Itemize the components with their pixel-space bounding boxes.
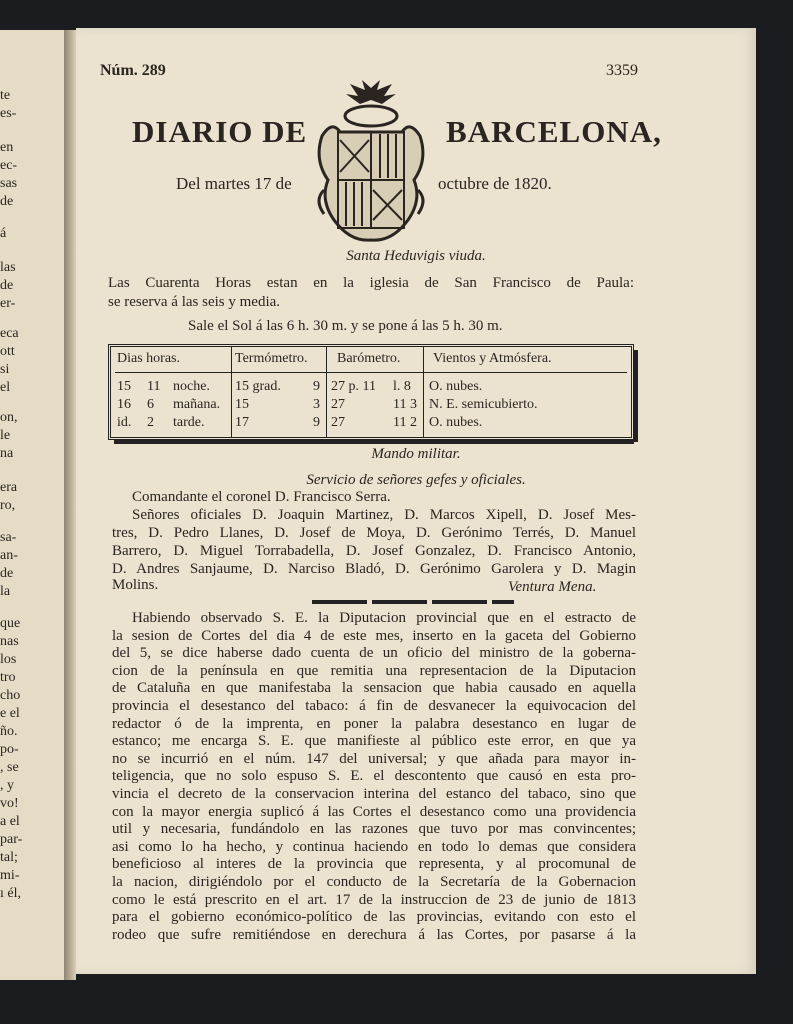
weather-period: tarde. — [173, 415, 205, 430]
saint-of-the-day: Santa Heduvigis viuda. — [346, 248, 486, 264]
left-page-fragment: ott — [0, 344, 15, 359]
left-page-fragment: de — [0, 194, 14, 209]
left-page-fragment: tal; — [0, 850, 18, 865]
weather-thermo: 15 grad. — [235, 379, 281, 394]
article-line: como le está prescrito en el art. 17 de la instruccion de 23 de junio de 1813 — [112, 891, 636, 908]
weather-bar-in: 27 — [331, 415, 345, 430]
weather-thermo: 17 — [235, 415, 249, 430]
masthead-right: BARCELONA, — [446, 114, 662, 149]
article-line: provincia el desestanco del tabaco: á fin de desvanecer la equivocacion del — [112, 698, 636, 714]
left-page-fragment: on, — [0, 410, 18, 425]
left-page-fragment: ño. — [0, 724, 18, 739]
left-page-fragment: te — [0, 88, 11, 103]
military-subheading: Servicio de señores gefes y oficiales. — [306, 472, 526, 488]
weather-period: mañana. — [173, 397, 221, 412]
left-page-fragment: si — [0, 362, 10, 377]
article-line: vincia el decreto de la conservacion interina del estanco del tabaco, sino que — [112, 786, 636, 802]
article-line: estanco; me encarga S. E. que manifieste al público este error, en que ya — [112, 733, 636, 750]
date-left: Del martes 17 de — [176, 174, 292, 193]
weather-thermo-min: 9 — [313, 415, 320, 430]
weather-wind: O. nubes. — [429, 379, 483, 394]
left-page-fragment: er- — [0, 296, 16, 311]
left-page-fragment: a el — [0, 814, 20, 829]
left-page-fragment: vo! — [0, 796, 19, 811]
article-line: Habiendo observado S. E. la Diputacion provincial que en el estracto de — [132, 610, 636, 626]
article-line: del 5, se dice haberse dado cuenta de un oficio del ministro de la goberna- — [112, 645, 636, 662]
sun-times: Sale el Sol á las 6 h. 30 m. y se pone á las 5 h. 30 m. — [188, 318, 503, 334]
weather-wind: O. nubes. — [429, 415, 483, 430]
article-line: util y necesaria, fundándolo en las razones que tuvo por mas convincentes; — [112, 821, 636, 838]
left-page-fragment: na — [0, 446, 14, 461]
issue-number: Núm. 289 — [100, 62, 166, 79]
weather-header-barometer: Barómetro. — [337, 351, 401, 366]
coat-of-arms-crest-icon — [310, 80, 432, 246]
article-line: no se incurrió en el núm. 147 del universal; y que añada para mayor in- — [112, 750, 636, 767]
weather-table — [108, 344, 634, 440]
left-page-fragment: sas — [0, 176, 18, 191]
weather-wind: N. E. semicubierto. — [429, 397, 538, 412]
weather-header-thermometer: Termómetro. — [235, 351, 308, 366]
left-page-fragment: po- — [0, 742, 19, 757]
officers-line: D. Andres Sanjaume, D. Narciso Bladó, D. Gerónimo Garolera y D. Magin — [112, 561, 636, 577]
left-page-fragment: ro, — [0, 498, 16, 513]
article-line: la sesion de Cortes del dia 4 de este mes, inserto en la gaceta del Gobierno — [112, 627, 636, 644]
weather-bar-l: 11 2 — [393, 415, 417, 430]
left-page-fragment: , y — [0, 778, 14, 793]
section-divider — [312, 600, 514, 604]
left-page-fragment: , se — [0, 760, 19, 775]
date-right: octubre de 1820. — [438, 174, 552, 193]
left-page-fragment: an- — [0, 548, 18, 563]
weather-hour: 6 — [147, 397, 154, 412]
officers-line: Señores oficiales D. Joaquin Martinez, D. Marcos Xipell, D. Josef Mes- — [132, 507, 636, 523]
weather-bar-l: 11 3 — [393, 397, 417, 412]
left-page-fragment: era — [0, 480, 18, 495]
left-page-fragment: de — [0, 278, 14, 293]
weather-header-winds: Vientos y Atmósfera. — [433, 351, 552, 366]
newspaper-page — [76, 28, 756, 974]
article-line: de Cataluña en que manifestaba la sensacion que habia causado en aquella — [112, 680, 636, 697]
article-line: cion de la península en que remitia una representacion de la Diputacion — [112, 662, 636, 679]
article-line: teligencia, que no solo espuso S. E. el descontento que causó en esta pro- — [112, 768, 636, 785]
article-line: rodeo que sufre remitiéndose en derechura á las Cortes, por pasarse á la — [112, 926, 636, 943]
article-line: beneficioso al interes de la provincia que representa, y al procomunal de — [112, 856, 636, 873]
left-page-fragment: eca — [0, 326, 19, 341]
weather-day: 15 — [117, 379, 131, 394]
weather-thermo-min: 9 — [313, 379, 320, 394]
left-page-fragment: las — [0, 260, 16, 275]
weather-bar-l: l. 8 — [393, 379, 411, 394]
weather-thermo: 15 — [235, 397, 249, 412]
page-number: 3359 — [606, 62, 638, 79]
masthead-left: DIARIO DE — [132, 114, 308, 149]
molins-line: Molins. — [112, 577, 159, 593]
notice-line-2: se reserva á las seis y media. — [108, 294, 281, 310]
left-page-fragment: cho — [0, 688, 21, 703]
article-line: la nacion, dirigiéndolo por el conducto de la Secretaría de la Gobernacion — [112, 874, 636, 890]
book-gutter — [64, 30, 76, 980]
weather-bar-in: 27 — [331, 397, 345, 412]
military-heading: Mando militar. — [371, 446, 461, 462]
left-page-fragment: e el — [0, 706, 20, 721]
left-page-fragment: sa- — [0, 530, 17, 545]
left-page-fragment: la — [0, 584, 11, 599]
article-line: redactor ó de la imprenta, en poner la palabra desestanco en lugar de — [112, 715, 636, 732]
notice-line-1: Las Cuarenta Horas estan en la iglesia de San Francisco de Paula: — [108, 275, 634, 291]
signature: Ventura Mena. — [508, 579, 597, 595]
left-page-fragment: par- — [0, 832, 23, 847]
weather-header-days: Dias horas. — [117, 351, 180, 366]
left-facing-page — [0, 30, 66, 980]
weather-hour: 2 — [147, 415, 154, 430]
left-page-fragment: á — [0, 226, 7, 241]
left-page-fragment: ec- — [0, 158, 18, 173]
article-line: para el gobierno económico-político de las provincias, evitando con esto el — [112, 909, 636, 926]
left-page-fragment: el — [0, 380, 11, 395]
left-page-fragment: le — [0, 428, 11, 443]
weather-period: noche. — [173, 379, 210, 394]
weather-day: id. — [117, 415, 132, 430]
left-page-fragment: en — [0, 140, 14, 155]
left-page-fragment: que — [0, 616, 21, 631]
weather-bar-in: 27 p. 11 — [331, 379, 376, 394]
weather-hour: 11 — [147, 379, 161, 394]
article-line: con la mayor energia suplicó á las Cortes el desestanco como una providencia — [112, 803, 636, 820]
commander-line: Comandante el coronel D. Francisco Serra. — [132, 489, 391, 505]
officers-line: tres, D. Pedro Llanes, D. Josef de Moya, D. Gerónimo Terrés, D. Manuel — [112, 525, 636, 541]
left-page-fragment: tro — [0, 670, 16, 685]
left-page-fragment: ı él, — [0, 886, 21, 901]
article-line: asi como lo ha hecho, y continua haciendo en todo lo demas que considera — [112, 838, 636, 855]
officers-line: Barrero, D. Miguel Torrabadella, D. Josef Gonzalez, D. Francisco Antonio, — [112, 543, 636, 559]
left-page-fragment: de — [0, 566, 14, 581]
left-page-fragment: nas — [0, 634, 19, 649]
weather-day: 16 — [117, 397, 131, 412]
left-page-fragment: mi- — [0, 868, 20, 883]
left-page-fragment: es- — [0, 106, 17, 121]
weather-thermo-min: 3 — [313, 397, 320, 412]
left-page-fragment: los — [0, 652, 17, 667]
